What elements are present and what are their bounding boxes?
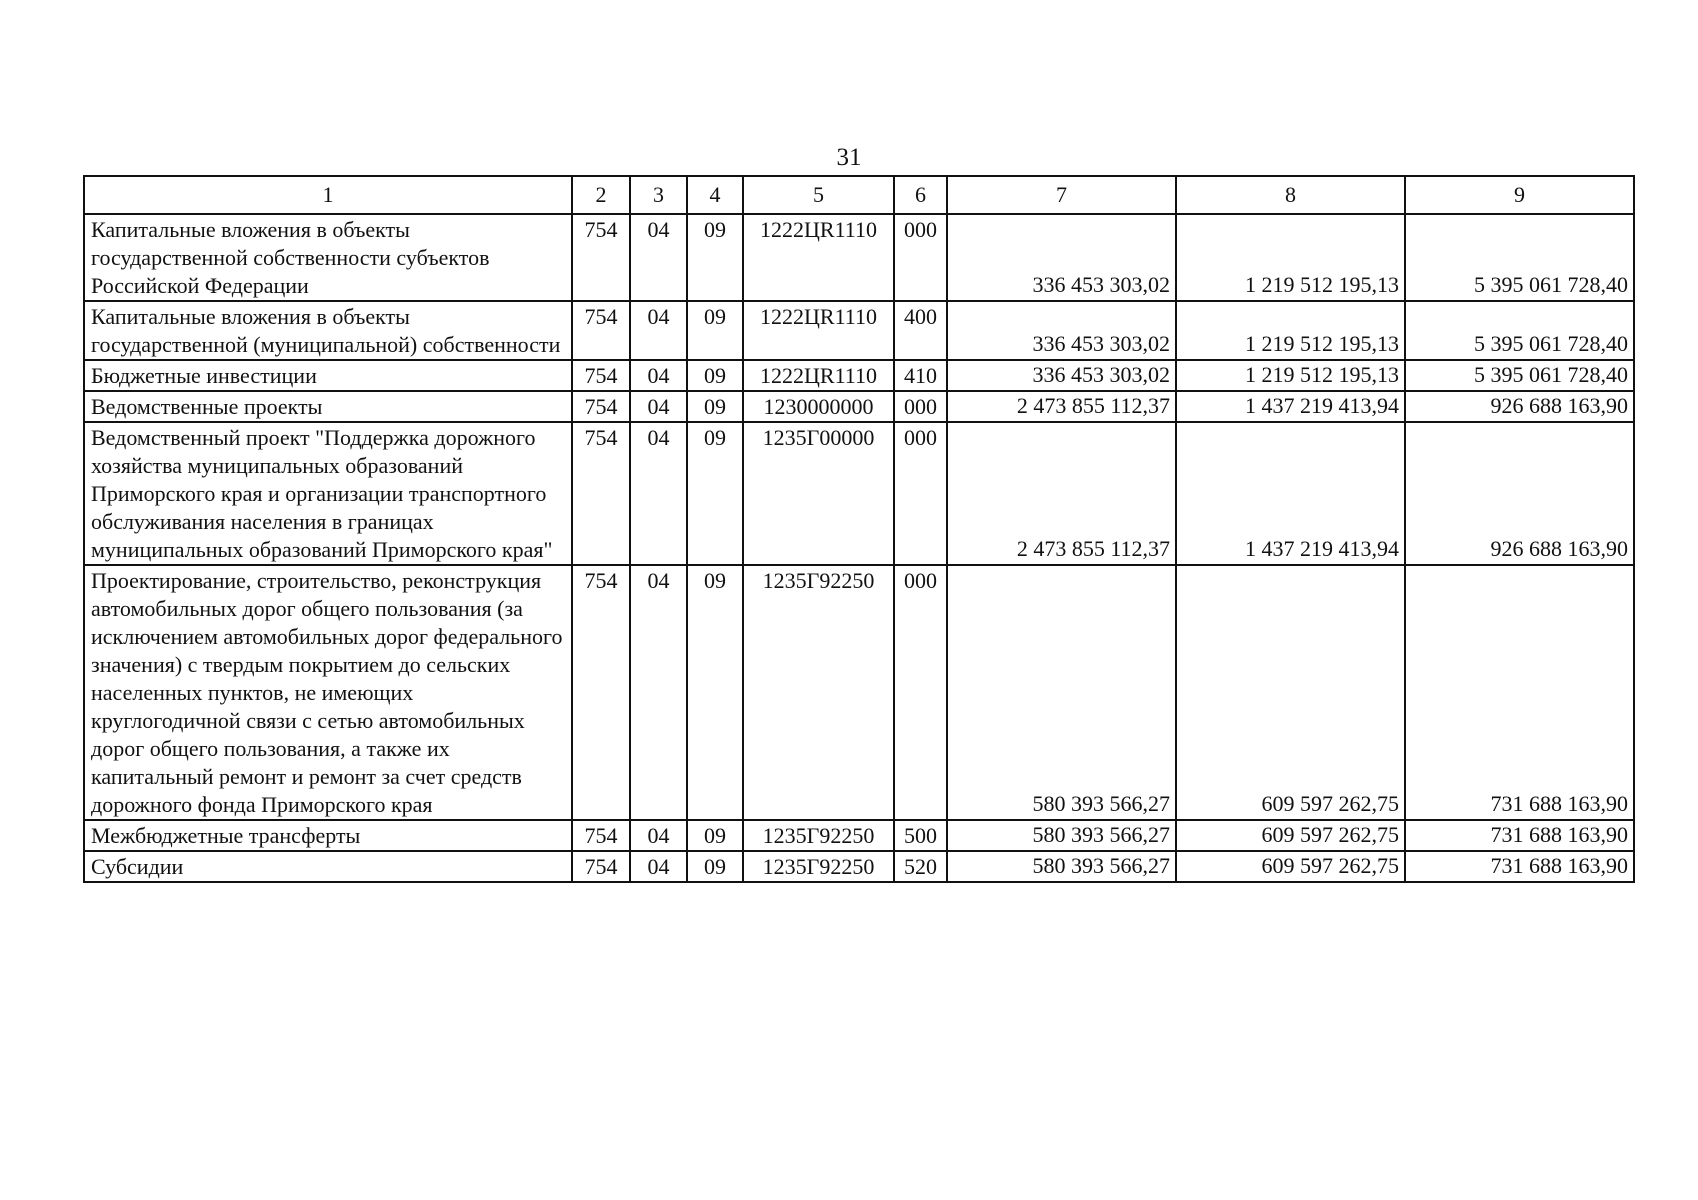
row-name: Ведомственные проекты [84,391,572,422]
target-article-code: 1230000000 [743,391,894,422]
amount-col9: 731 688 163,90 [1405,851,1634,882]
amount-col7: 336 453 303,02 [947,360,1176,391]
subsection-code: 09 [687,391,743,422]
amount-col8: 1 219 512 195,13 [1176,214,1405,301]
table-row [84,820,1634,851]
expense-type-code: 000 [894,422,947,565]
amount-col7: 2 473 855 112,37 [947,391,1176,422]
ved-code: 754 [572,360,630,391]
amount-col8: 609 597 262,75 [1176,820,1405,851]
amount-col8: 1 437 219 413,94 [1176,391,1405,422]
column-header: 2 [572,176,630,214]
subsection-code: 09 [687,851,743,882]
amount-col9: 5 395 061 728,40 [1405,360,1634,391]
column-header: 9 [1405,176,1634,214]
budget-table [83,175,1635,883]
column-header: 7 [947,176,1176,214]
table-header-row [84,176,1634,214]
amount-col9: 731 688 163,90 [1405,565,1634,820]
subsection-code: 09 [687,214,743,301]
expense-type-code: 000 [894,214,947,301]
column-header: 5 [743,176,894,214]
ved-code: 754 [572,820,630,851]
section-code: 04 [630,301,687,360]
table-row [84,214,1634,301]
expense-type-code: 500 [894,820,947,851]
amount-col8: 1 437 219 413,94 [1176,422,1405,565]
subsection-code: 09 [687,422,743,565]
subsection-code: 09 [687,301,743,360]
amount-col9: 926 688 163,90 [1405,422,1634,565]
ved-code: 754 [572,422,630,565]
amount-col8: 609 597 262,75 [1176,851,1405,882]
section-code: 04 [630,214,687,301]
amount-col7: 336 453 303,02 [947,214,1176,301]
amount-col7: 580 393 566,27 [947,851,1176,882]
subsection-code: 09 [687,565,743,820]
table-row [84,391,1634,422]
column-header: 8 [1176,176,1405,214]
expense-type-code: 400 [894,301,947,360]
column-header: 6 [894,176,947,214]
column-header: 3 [630,176,687,214]
target-article-code: 1235Г00000 [743,422,894,565]
amount-col8: 1 219 512 195,13 [1176,301,1405,360]
target-article-code: 1235Г92250 [743,820,894,851]
expense-type-code: 410 [894,360,947,391]
table-row [84,851,1634,882]
amount-col7: 2 473 855 112,37 [947,422,1176,565]
ved-code: 754 [572,391,630,422]
ved-code: 754 [572,214,630,301]
table-row [84,565,1634,820]
row-name: Капитальные вложения в объекты государственной (муниципальной) собственности [84,301,572,360]
column-header: 4 [687,176,743,214]
row-name: Капитальные вложения в объекты государственной собственности субъектов Российской Федерации [84,214,572,301]
amount-col9: 5 395 061 728,40 [1405,301,1634,360]
expense-type-code: 520 [894,851,947,882]
expense-type-code: 000 [894,391,947,422]
expense-type-code: 000 [894,565,947,820]
table-row [84,422,1634,565]
row-name: Субсидии [84,851,572,882]
amount-col8: 609 597 262,75 [1176,565,1405,820]
amount-col9: 926 688 163,90 [1405,391,1634,422]
table-row [84,301,1634,360]
section-code: 04 [630,851,687,882]
page-number: 31 [836,144,862,171]
section-code: 04 [630,391,687,422]
amount-col7: 580 393 566,27 [947,820,1176,851]
section-code: 04 [630,360,687,391]
target-article-code: 1235Г92250 [743,565,894,820]
row-name: Бюджетные инвестиции [84,360,572,391]
target-article-code: 1222ЦR1110 [743,360,894,391]
row-name: Ведомственный проект "Поддержка дорожного хозяйства муниципальных образований Приморского края и организации транспортного обслуживания населения в границах муниципальных образований Приморского края" [84,422,572,565]
table-row [84,360,1634,391]
target-article-code: 1222ЦR1110 [743,301,894,360]
section-code: 04 [630,565,687,820]
section-code: 04 [630,820,687,851]
ved-code: 754 [572,565,630,820]
subsection-code: 09 [687,820,743,851]
target-article-code: 1222ЦR1110 [743,214,894,301]
section-code: 04 [630,422,687,565]
target-article-code: 1235Г92250 [743,851,894,882]
subsection-code: 09 [687,360,743,391]
amount-col7: 336 453 303,02 [947,301,1176,360]
ved-code: 754 [572,301,630,360]
amount-col9: 731 688 163,90 [1405,820,1634,851]
amount-col7: 580 393 566,27 [947,565,1176,820]
amount-col9: 5 395 061 728,40 [1405,214,1634,301]
ved-code: 754 [572,851,630,882]
row-name: Межбюджетные трансферты [84,820,572,851]
column-header: 1 [84,176,572,214]
row-name: Проектирование, строительство, реконструкция автомобильных дорог общего пользования (за исключением автомобильных дорог федерального значения) с твердым покрытием до сельских населенных пунктов, не имеющих круглогодичной связи с сетью автомобильных дорог общего пользования, а также их капитальный ремонт и ремонт за счет средств дорожного фонда Приморского края [84,565,572,820]
amount-col8: 1 219 512 195,13 [1176,360,1405,391]
